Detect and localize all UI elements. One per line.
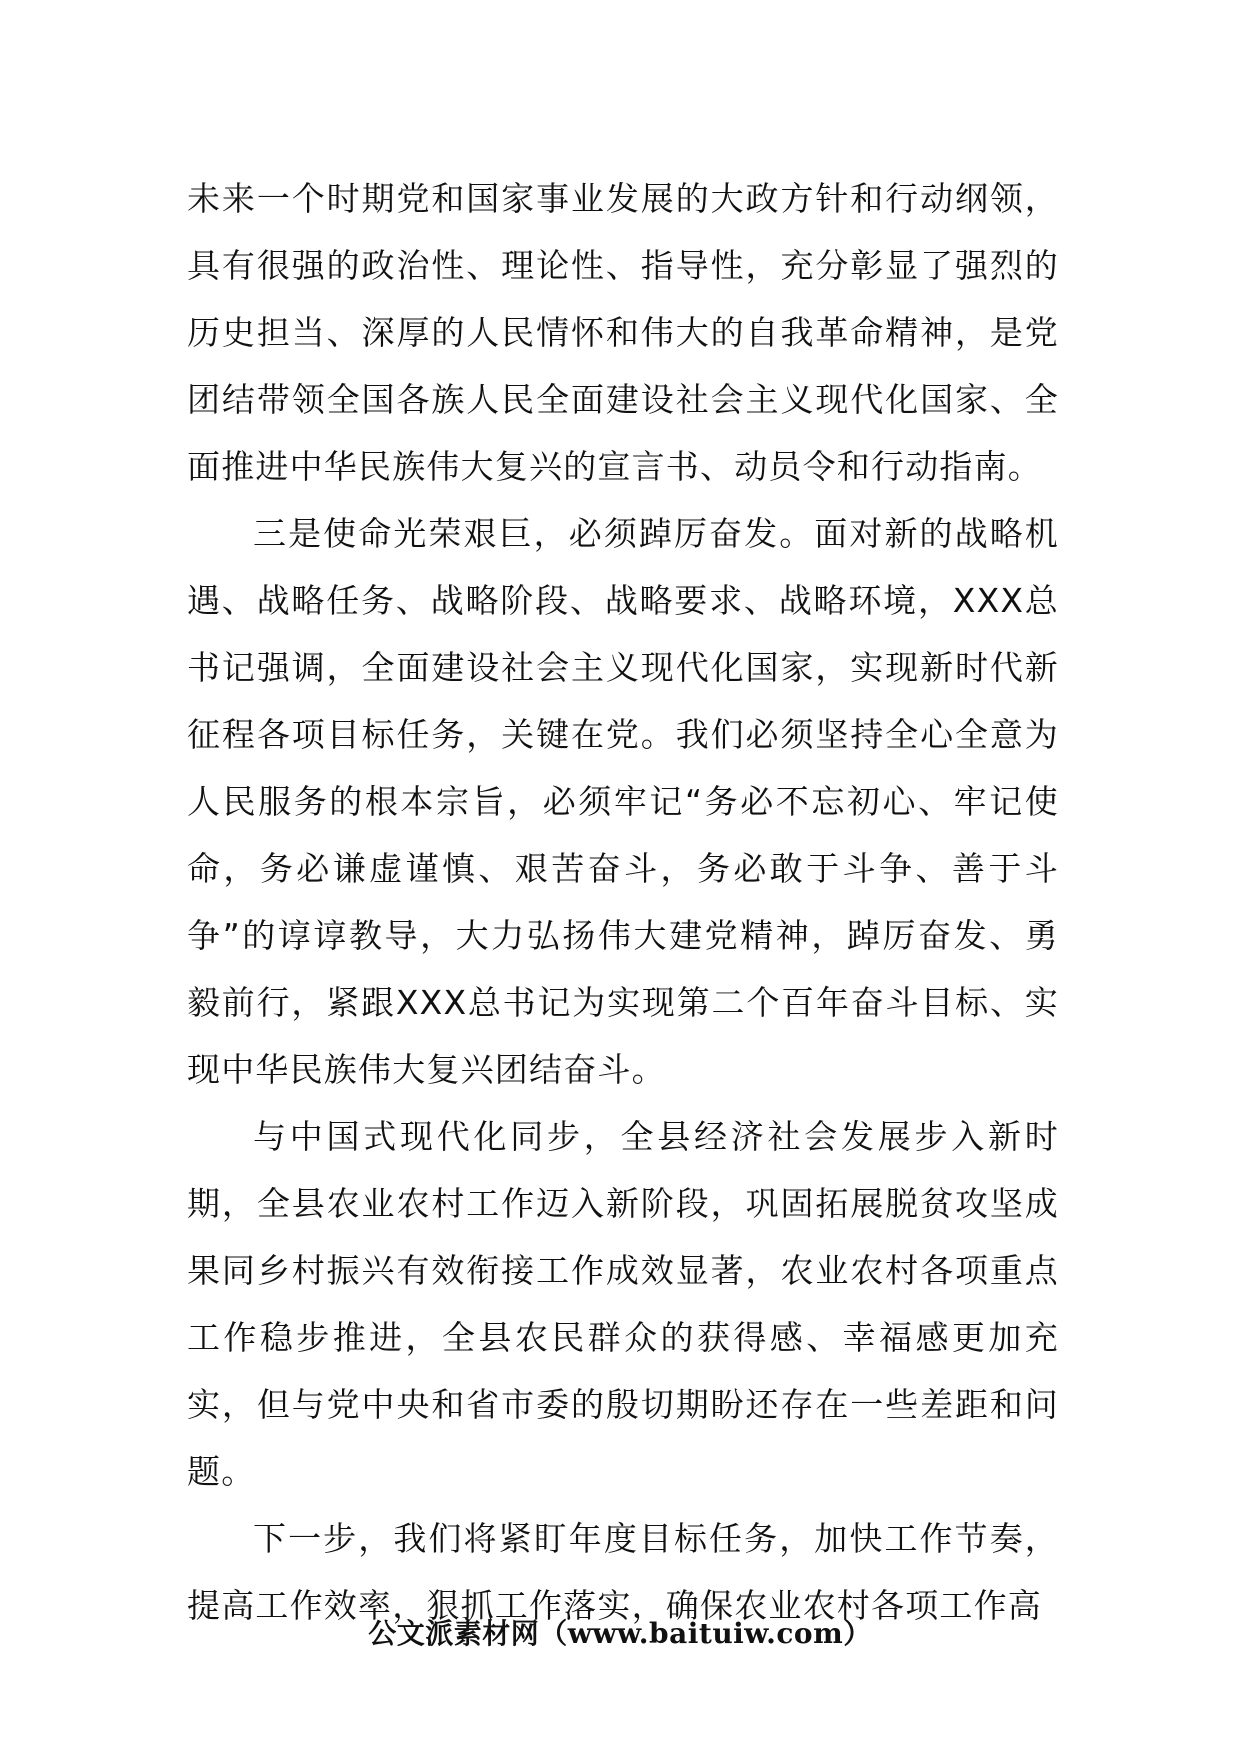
paragraph-mission: 三是使命光荣艰巨，必须踔厉奋发。面对新的战略机遇、战略任务、战略阶段、战略要求、战略环境，XXX总书记强调，全面建设社会主义现代化国家，实现新时代新征程各项目标任务，关键在党。我们必须坚持全心全意为人民服务的根本宗旨，必须牢记“务必不忘初心、牢记使命，务必谦虚谨慎、艰苦奋斗，务必敢于斗争、善于斗争”的谆谆教导，大力弘扬伟大建党精神，踔厉奋发、勇毅前行，紧跟XXX总书记为实现第二个百年奋斗目标、实现中华民族伟大复兴团结奋斗。 (187, 514, 1059, 1089)
document-body (187, 165, 1059, 1639)
paragraph-county-development: 与中国式现代化同步，全县经济社会发展步入新时期，全县农业农村工作迈入新阶段，巩固拓展脱贫攻坚成果同乡村振兴有效衔接工作成效显著，农业农村各项重点工作稳步推进，全县农民群众的获得感、幸福感更加充实，但与党中央和省市委的殷切期盼还存在一些差距和问题。 (187, 1117, 1059, 1491)
paragraph-next-step: 下一步，我们将紧盯年度目标任务，加快工作节奏，提高工作效率，狠抓工作落实，确保农业农村各项工作高 (187, 1519, 1059, 1625)
paragraph-continuation: 未来一个时期党和国家事业发展的大政方针和行动纲领，具有很强的政治性、理论性、指导性，充分彰显了强烈的历史担当、深厚的人民情怀和伟大的自我革命精神，是党团结带领全国各族人民全面建设社会主义现代化国家、全面推进中华民族伟大复兴的宣言书、动员令和行动指南。 (187, 179, 1059, 486)
footer-watermark: 公文派素材网（www.baituiw.com） (368, 1617, 872, 1650)
